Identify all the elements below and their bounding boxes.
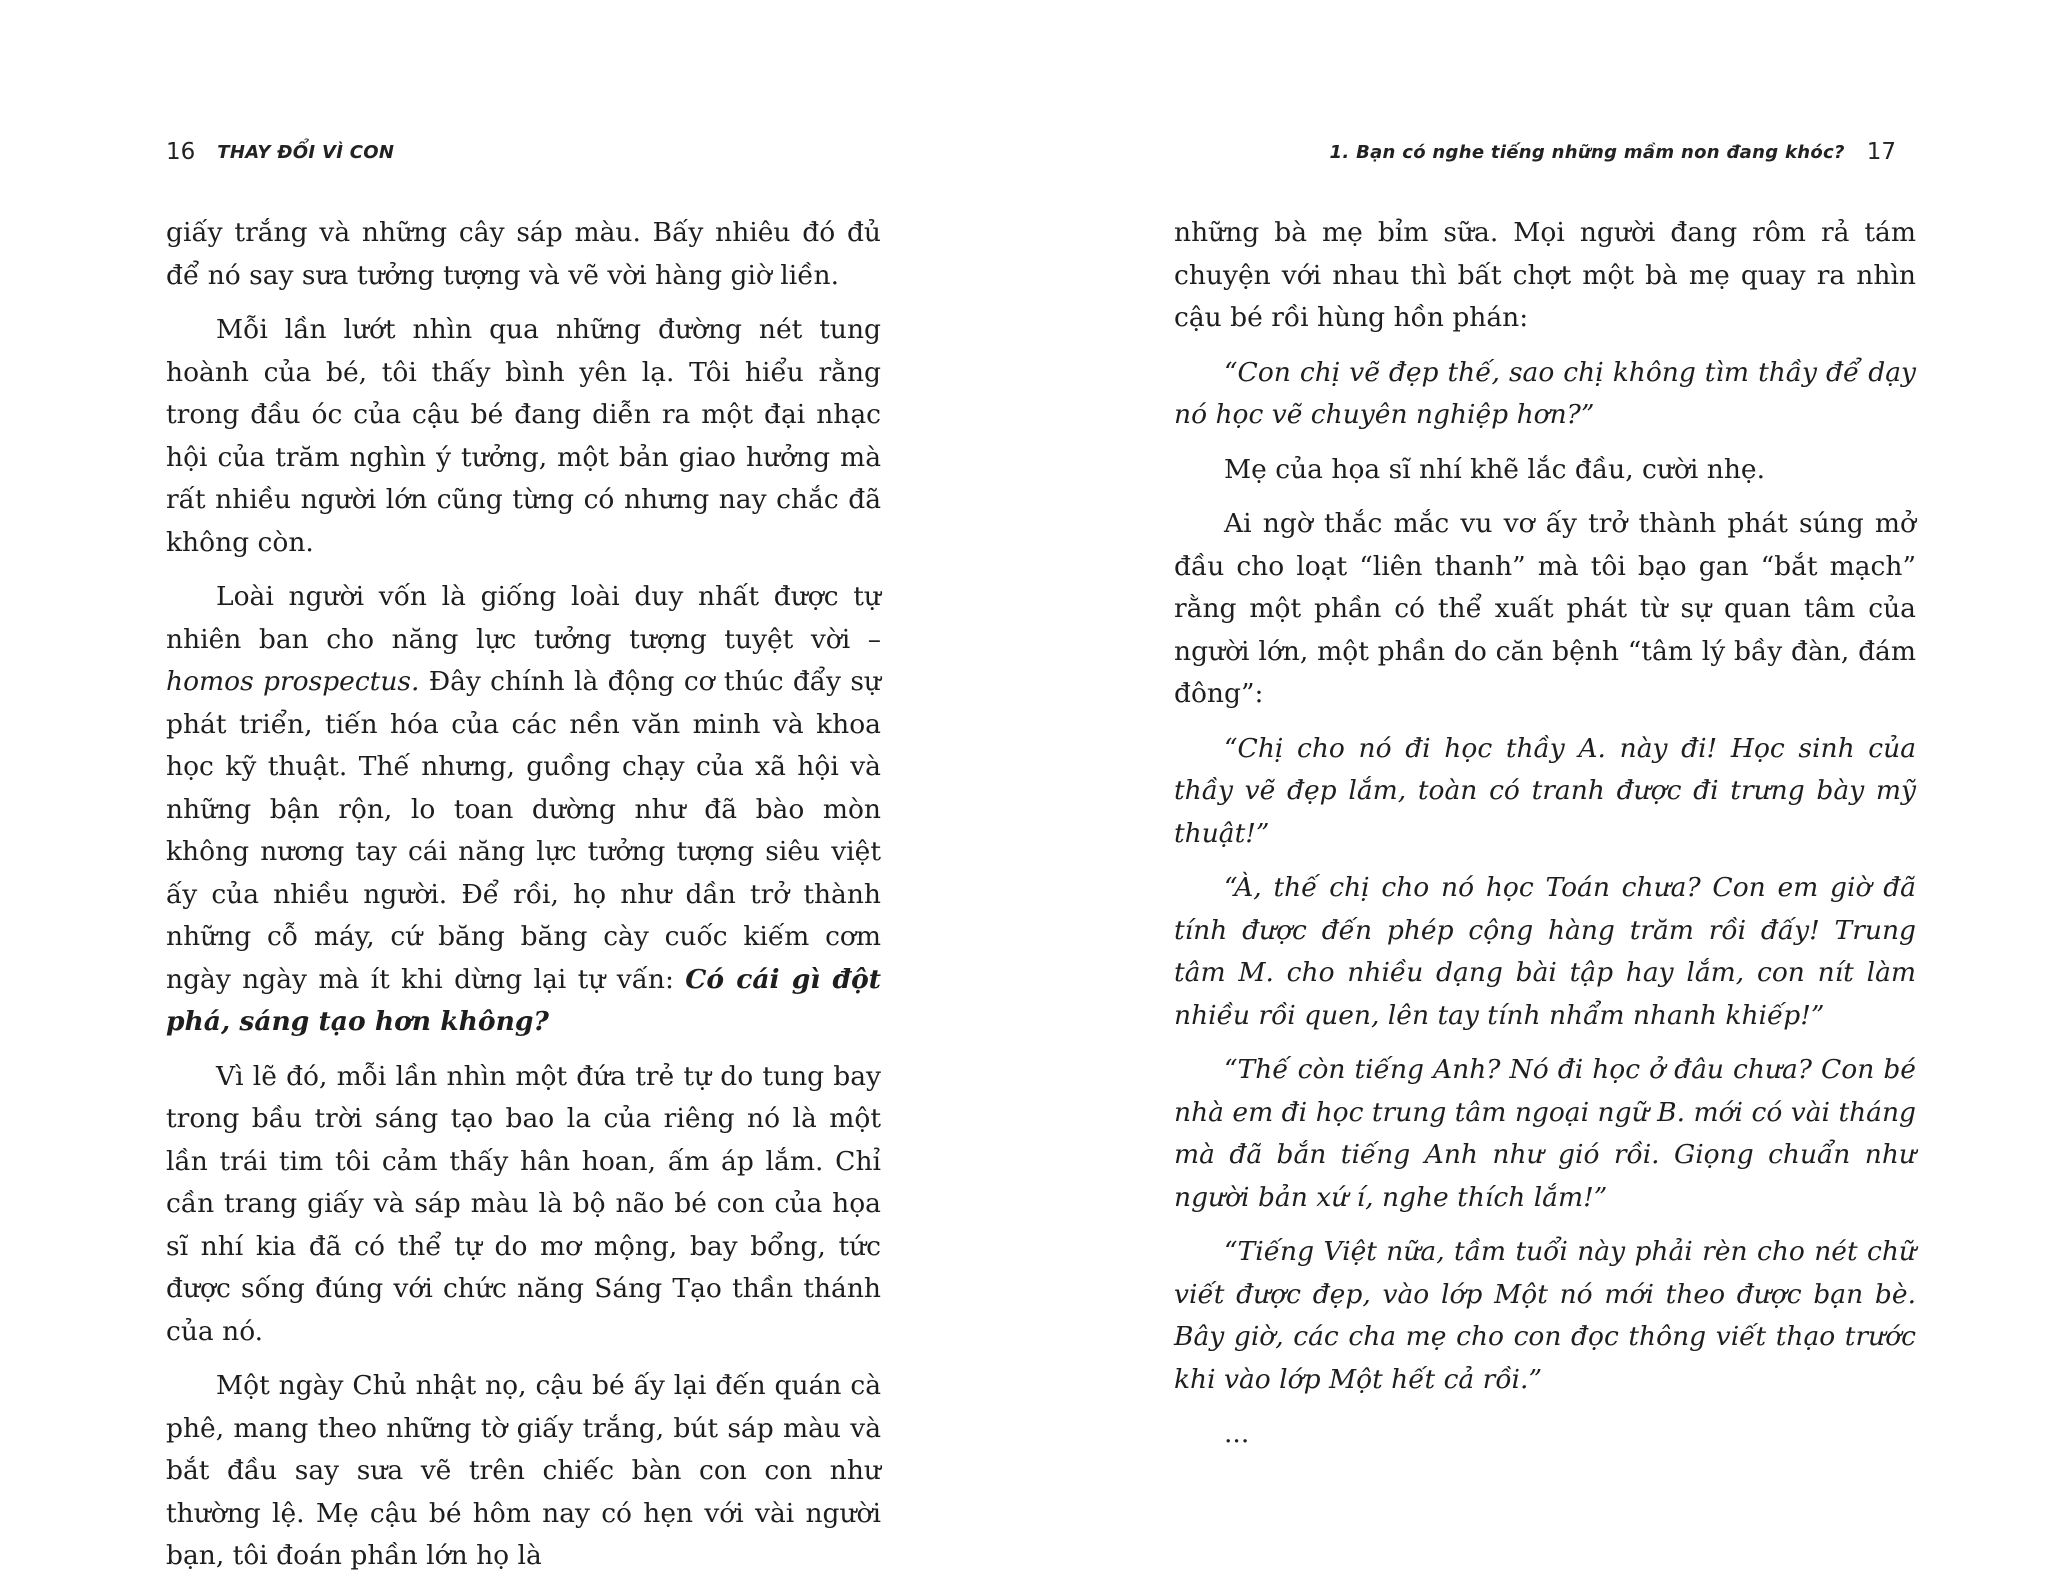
paragraph: Ai ngờ thắc mắc vu vơ ấy trở thành phát súng mở đầu cho loạt “liên thanh” mà tôi bạo gan “bắt mạch” rằng một phần có thể xuất phát từ sự quan tâm của người lớn, một phần do căn bệnh “tâm lý bầy đàn, đám đông”: [1174,508,1916,709]
paragraph: Mỗi lần lướt nhìn qua những đường nét tung hoành của bé, tôi thấy bình yên lạ. Tôi hiểu rằng trong đầu óc của cậu bé đang diễn ra một đại nhạc hội của trăm nghìn ý tưởng, một bản giao hưởng mà rất nhiều người lớn cũng từng có nhưng nay chắc đã không còn. [166,314,881,558]
quote-paragraph: “Con chị vẽ đẹp thế, sao chị không tìm thầy để dạy nó học vẽ chuyên nghiệp hơn?” [1174,356,1916,430]
right-running-head [1330,134,1896,170]
ellipsis: ... [1224,1418,1250,1449]
latin-term: homos prospectus. [166,666,420,697]
quote-paragraph: “Tiếng Việt nữa, tầm tuổi này phải rèn cho nét chữ viết được đẹp, vào lớp Một nó mới theo được bạn bè. Bây giờ, các cha mẹ cho con đọc thông viết thạo trước khi vào lớp Một hết cả rồi.” [1174,1236,1916,1395]
paragraph: những bà mẹ bỉm sữa. Mọi người đang rôm rả tám chuyện với nhau thì bất chợt một bà mẹ quay ra nhìn cậu bé rồi hùng hồn phán: [1174,217,1916,333]
paragraph [166,576,881,1044]
quote-paragraph: “Chị cho nó đi học thầy A. này đi! Học sinh của thầy vẽ đẹp lắm, toàn có tranh được đi trưng bày mỹ thuật!” [1174,732,1916,849]
quote-paragraph: “Thế còn tiếng Anh? Nó đi học ở đâu chưa? Con bé nhà em đi học trung tâm ngoại ngữ B. mới có vài tháng mà đã bắn tiếng Anh như gió rồi. Giọng chuẩn như người bản xứ í, nghe thích lắm!” [1174,1054,1916,1213]
paragraph: giấy trắng và những cây sáp màu. Bấy nhiêu đó đủ để nó say sưa tưởng tượng và vẽ vời hàng giờ liền. [166,217,881,291]
right-body-text [1174,212,1916,1468]
emphasized-question: Có cái gì đột phá, sáng tạo hơn không? [166,963,881,1037]
quote-paragraph: “À, thế chị cho nó học Toán chưa? Con em giờ đã tính được đến phép cộng hàng trăm rồi đấy! Trung tâm M. cho nhiều dạng bài tập hay lắm, con nít làm nhiều rồi quen, lên tay tính nhẩm nhanh khiếp!” [1174,872,1916,1031]
right-page-number: 17 [1866,139,1896,165]
left-page [0,0,1024,1571]
right-page [1024,0,2048,1511]
chapter-title-header: 1. Bạn có nghe tiếng những mầm non đang khóc? [1329,141,1845,163]
left-body-text [166,212,881,1590]
paragraph: Mẹ của họa sĩ nhí khẽ lắc đầu, cười nhẹ. [1224,453,1766,485]
paragraph-text: Loài người vốn là giống loài duy nhất được tự nhiên ban cho năng lực tưởng tượng tuyệt vời – [166,581,881,655]
book-title-header: THAY ĐỔI VÌ CON [217,141,395,163]
paragraph: Vì lẽ đó, mỗi lần nhìn một đứa trẻ tự do tung bay trong bầu trời sáng tạo bao la của riêng nó là một lần trái tim tôi cảm thấy hân hoan, ấm áp lắm. Chỉ cần trang giấy và sáp màu là bộ não bé con của họa sĩ nhí kia đã có thể tự do mơ mộng, bay bổng, tức được sống đúng với chức năng Sáng Tạo thần thánh của nó. [166,1060,881,1347]
left-page-number: 16 [166,139,196,165]
paragraph: Một ngày Chủ nhật nọ, cậu bé ấy lại đến quán cà phê, mang theo những tờ giấy trắng, bút sáp màu và bắt đầu say sưa vẽ trên chiếc bàn con con như thường lệ. Mẹ cậu bé hôm nay có hẹn với vài người bạn, tôi đoán phần lớn họ là [166,1370,881,1571]
left-running-head [166,134,394,170]
paragraph-text: Đây chính là động cơ thúc đẩy sự phát triển, tiến hóa của các nền văn minh và khoa học kỹ thuật. Thế nhưng, guồng chạy của xã hội và những bận rộn, lo toan dường như đã bào mòn không nương tay cái năng lực tưởng tượng siêu việt ấy của nhiều người. Để rồi, họ như dần trở thành những cỗ máy, cứ băng băng cày cuốc kiếm cơm ngày ngày mà ít khi dừng lại tự vấn: [166,666,881,995]
